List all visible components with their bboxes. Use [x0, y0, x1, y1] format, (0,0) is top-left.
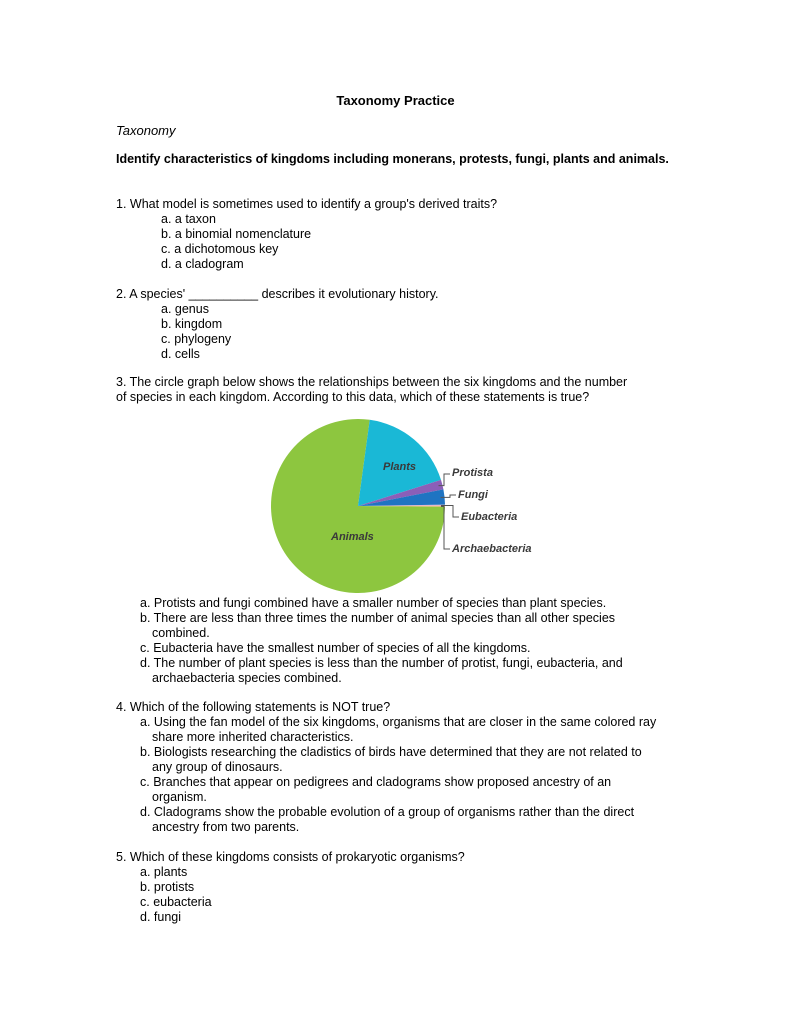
slice-label-protista: Protista	[452, 467, 493, 479]
question-stem: 1. What model is sometimes used to identify a group's derived traits?	[116, 197, 498, 211]
option-list	[116, 596, 656, 686]
slice-label-archaebacteria: Archaebacteria	[452, 543, 532, 555]
slice-label-plants: Plants	[383, 461, 417, 473]
option-a: a. a taxon	[161, 212, 216, 226]
option-list	[116, 715, 661, 835]
option-a: a. Using the fan model of the six kingdoms, organisms that are closer in the same colored ray share more inherited characteristics.	[140, 715, 657, 744]
question-2	[116, 287, 676, 362]
instructions: Identify characteristics of kingdoms including monerans, protests, fungi, plants and animals.	[116, 152, 669, 166]
option-d: d. cells	[161, 347, 200, 361]
slice-label-eubacteria: Eubacteria	[461, 511, 518, 523]
option-c: c. eubacteria	[140, 895, 212, 909]
question-stem: 2. A species' __________ describes it evolutionary history.	[116, 287, 439, 301]
question-stem: 4. Which of the following statements is NOT true?	[116, 700, 391, 714]
option-c: c. Eubacteria have the smallest number of species of all the kingdoms.	[140, 641, 531, 655]
pie-slices	[271, 419, 445, 593]
question-3-options	[116, 596, 656, 686]
option-list	[116, 865, 676, 925]
option-b: b. kingdom	[161, 317, 223, 331]
option-c: c. Branches that appear on pedigrees and cladograms show proposed ancestry of an organism.	[140, 775, 612, 804]
option-b: b. protists	[140, 880, 195, 894]
question-3	[116, 375, 636, 405]
slice-label-fungi: Fungi	[458, 489, 488, 501]
option-a: a. Protists and fungi combined have a smaller number of species than plant species.	[140, 596, 607, 610]
option-b: b. Biologists researching the cladistics of birds have determined that they are not related to any group of dinosaurs.	[140, 745, 642, 774]
kingdoms-pie-chart	[262, 418, 552, 598]
option-b: b. a binomial nomenclature	[161, 227, 312, 241]
option-d: d. a cladogram	[161, 257, 244, 271]
page-title: Taxonomy Practice	[336, 93, 455, 108]
option-list	[116, 212, 676, 272]
option-a: a. genus	[161, 302, 209, 316]
option-a: a. plants	[140, 865, 188, 879]
question-stem: 3. The circle graph below shows the relationships between the six kingdoms and the number of species in each kingdom. According to this data, which of these statements is true?	[116, 375, 628, 404]
question-stem: 5. Which of these kingdoms consists of prokaryotic organisms?	[116, 850, 465, 864]
option-c: c. a dichotomous key	[161, 242, 279, 256]
question-5	[116, 850, 676, 925]
page-subtitle: Taxonomy	[116, 123, 176, 138]
option-list	[116, 302, 676, 362]
option-d: d. fungi	[140, 910, 182, 924]
option-b: b. There are less than three times the number of animal species than all other species combined.	[140, 611, 616, 640]
option-c: c. phylogeny	[161, 332, 232, 346]
slice-label-animals: Animals	[331, 531, 374, 543]
question-4	[116, 700, 661, 835]
option-d: d. The number of plant species is less than the number of protist, fungi, eubacteria, and archaebacteria species combined.	[140, 656, 623, 685]
option-d: d. Cladograms show the probable evolution of a group of organisms rather than the direct ancestry from two parents.	[140, 805, 635, 834]
question-1	[116, 197, 676, 272]
